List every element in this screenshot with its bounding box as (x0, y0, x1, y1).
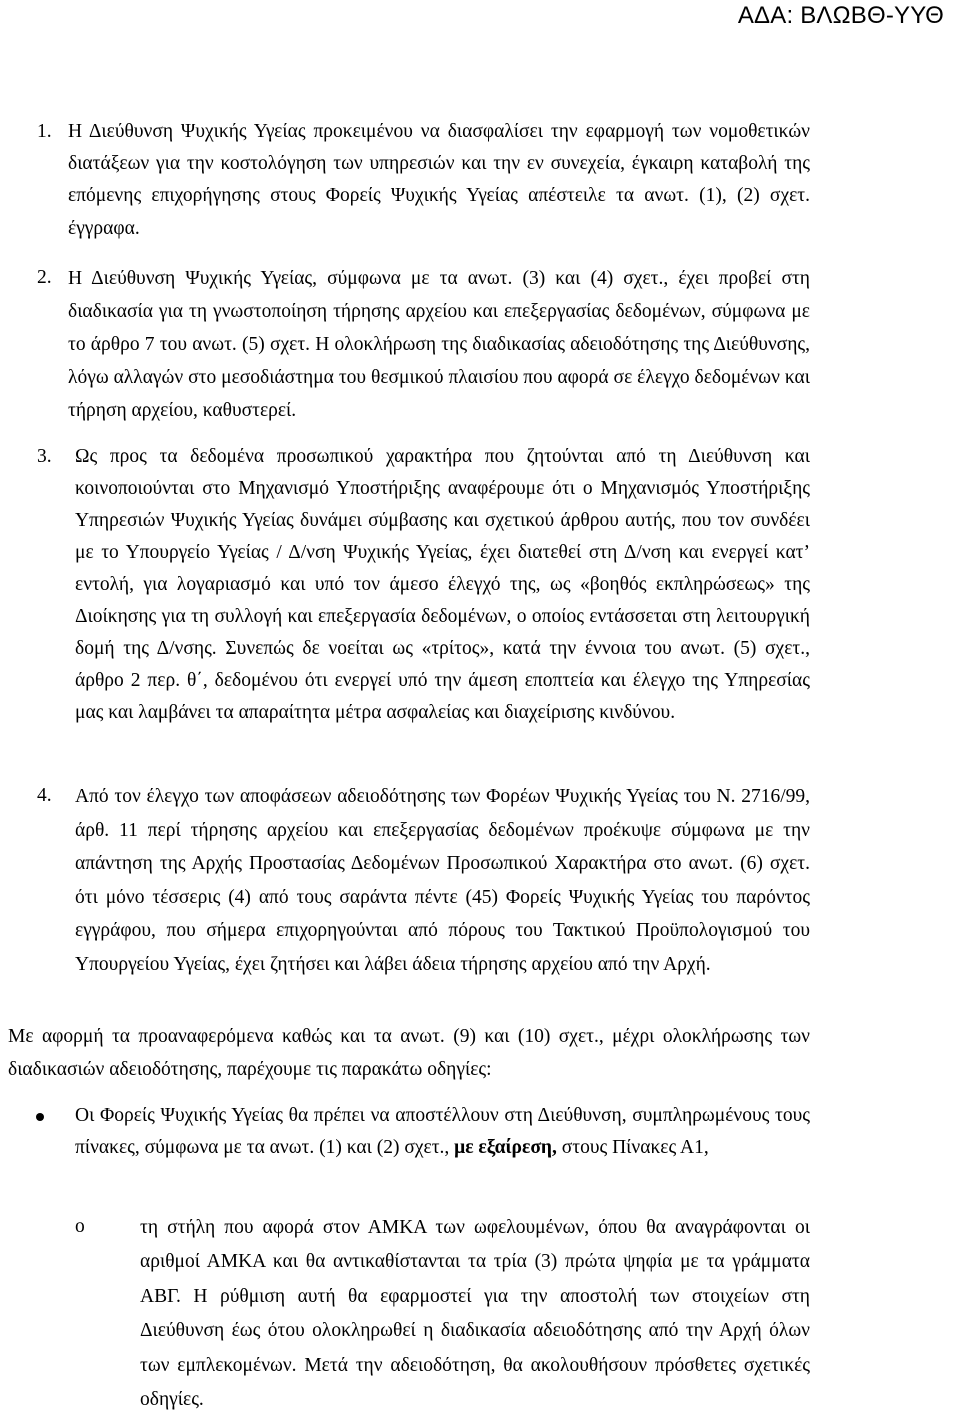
ada-code: ΑΔΑ: ΒΛΩΒΘ-ΥΥΘ (737, 2, 944, 29)
sub-bullet-text: τη στήλη που αφορά στον ΑΜΚΑ των ωφελουμένων, όπου θα αναγράφονται οι αριθμοί ΑΜΚΑ και θα αντικαθίστανται τα τρία (3) πρώτα ψηφία με τα γράμματα ΑΒΓ. Η ρύθμιση αυτή θα εφαρμοστεί για την αποστολή των στοιχείων στη Διεύθυνση έως ότου ολοκληρωθεί η διαδικασία αδειοδότησης από την Αρχή όλων των εμπλεκομένων. Μετά την αδειοδότηση, θα ακολουθήσουν πρόσθετες σχετικές οδηγίες. (140, 1217, 810, 1411)
item-text: Από τον έλεγχο των αποφάσεων αδειοδότησης των Φορέων Ψυχικής Υγείας του Ν. 2716/99, άρθ. 11 περί τήρησης αρχείου και επεξεργασίας δεδομένων προέκυψε σύμφωνα με την απάντηση της Αρχής Προστασίας Δεδομένων Προσωπικού Χαρακτήρα στο ανωτ. (6) σχετ. ότι μόνο τέσσερις (4) από τους σαράντα πέντε (45) Φορείς Ψυχικής Υγείας του παρόντος εγγράφου, που σήμερα επιχορηγούνται από πόρους του Τακτικού Προϋπολογισμού του Υπουργείου Υγείας, έχει ζητήσει και λάβει άδεια τήρησης αρχείου από την Αρχή. (75, 786, 810, 975)
intro-paragraph: Με αφορμή τα προαναφερόμενα καθώς και τα ανωτ. (9) και (10) σχετ., μέχρι ολοκλήρωσης των διαδικασιών αδειοδότησης, παρέχουμε τις παρακάτω οδηγίες: (8, 1026, 810, 1080)
item-number: 2. (37, 267, 52, 288)
item-text: Ως προς τα δεδομένα προσωπικού χαρακτήρα που ζητούνται από τη Διεύθυνση και κοινοποιούνται στο Μηχανισμό Υποστήριξης αναφέρουμε ότι ο Μηχανισμός Υποστήριξης Υπηρεσιών Ψυχικής Υγείας δυνάμει σύμβασης και σχετικού άρθρου αυτής, που τον συνδέει με το Υπουργείο Υγείας / Δ/νση Ψυχικής Υγείας, έχει διατεθεί στη Δ/νση και ενεργεί κατ’ εντολή, για λογαριασμό και υπό τον άμεσο έλεγχό της, ως «βοηθός εκπληρώσεως» της Διοίκησης για τη συλλογή και επεξεργασία δεδομένων, ο οποίος εντάσσεται στη λειτουργική δομή της Δ/νσης. Συνεπώς δε νοείται ως «τρίτος», κατά την έννοια του ανωτ. (5) σχετ., άρθρο 2 περ. θ΄, δεδομένου ότι ενεργεί υπό την άμεση εποπτεία και έλεγχο της Υπηρεσίας μας και λαμβάνει τα απαραίτητα μέτρα ασφαλείας και διαχείρισης κινδύνου. (75, 446, 810, 723)
item-text: Η Διεύθυνση Ψυχικής Υγείας προκειμένου να διασφαλίσει την εφαρμογή των νομοθετικών διατάξεων για την κοστολόγηση των υπηρεσιών και την εν συνεχεία, έγκαιρη καταβολή της επόμενης επιχορήγησης στους Φορείς Ψυχικής Υγείας απέστειλε τα ανωτ. (1), (2) σχετ. έγγραφα. (68, 121, 810, 239)
sub-bullet-marker: o (75, 1216, 85, 1237)
bullet-dot-icon (36, 1113, 44, 1121)
item-number: 4. (37, 785, 52, 806)
item-number: 1. (37, 121, 52, 142)
item-number: 3. (37, 446, 52, 467)
bullet-bold-text: με εξαίρεση, (454, 1137, 557, 1158)
bullet-text-start: Οι Φορείς Ψυχικής Υγείας θα πρέπει να αποστέλλουν στη Διεύθυνση, συμπληρωμένους τους πίνακες, σύμφωνα με τα ανωτ. (1) και (2) σχετ., (75, 1105, 810, 1158)
bullet-text (75, 1100, 810, 1164)
item-text: Η Διεύθυνση Ψυχικής Υγείας, σύμφωνα με τα ανωτ. (3) και (4) σχετ., έχει προβεί στη διαδικασία για τη γνωστοποίηση τήρησης αρχείου και επεξεργασίας δεδομένων, σύμφωνα με το άρθρο 7 του ανωτ. (5) σχετ. Η ολοκλήρωση της διαδικασίας αδειοδότησης της Διεύθυνσης, λόγω αλλαγών στο μεσοδιάστημα του θεσμικού πλαισίου που αφορά σε έλεγχο δεδομένων και τήρηση αρχείου, καθυστερεί. (68, 268, 810, 421)
bullet-text-end: στους Πίνακες Α1, (556, 1137, 709, 1158)
